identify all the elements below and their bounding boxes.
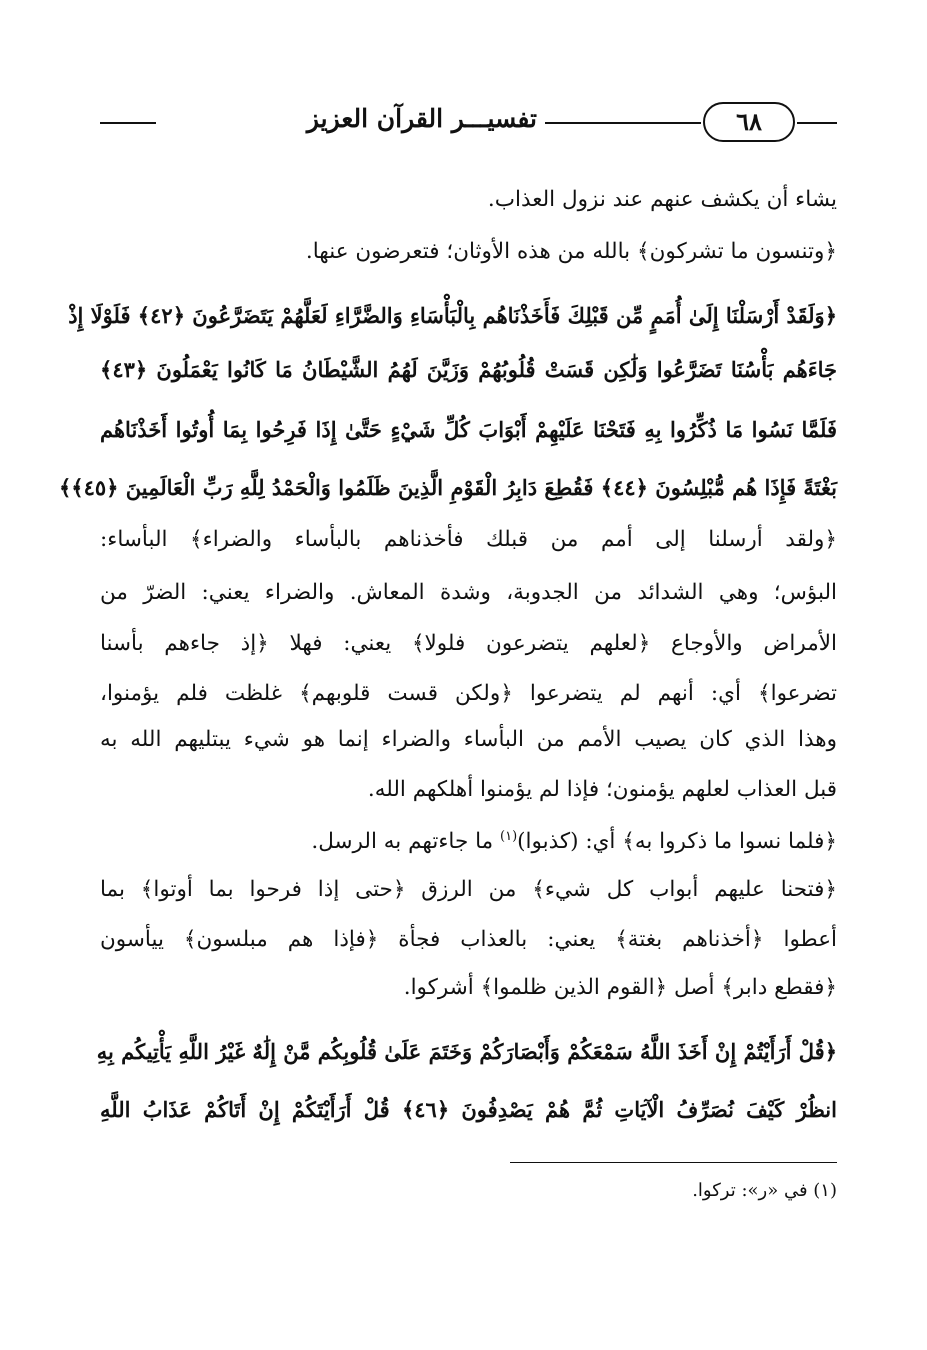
quran-verse-line: فَلَمَّا نَسُوا مَا ذُكِّرُوا بِهِ فَتَحْنَا عَلَيْهِمْ أَبْوَابَ كُلِّ شَيْءٍ حَتَّىٰ إِذَا فَرِحُوا بِمَا أُوتُوا أَخَذْنَاهُم bbox=[100, 417, 837, 442]
footnote-separator bbox=[510, 1162, 837, 1163]
header-rule-right bbox=[797, 122, 837, 124]
text-line: الأمراض والأوجاع ﴿لعلهم يتضرعون فلولا﴾ يعني: فهلا ﴿إذ جاءهم بأسنا bbox=[100, 631, 837, 656]
quran-verse-line: بَغْتَةً فَإِذَا هُم مُّبْلِسُونَ ﴿٤٤﴾ فَقُطِعَ دَابِرُ الْقَوْمِ الَّذِينَ ظَلَمُوا وَالْحَمْدُ لِلَّهِ رَبِّ الْعَالَمِينَ ﴿٤٥﴾﴾ bbox=[58, 475, 837, 500]
text-line: ﴿وتنسون ما تشركون﴾ بالله من هذه الأوثان؛ فتعرضون عنها. bbox=[305, 239, 837, 264]
text-line: تضرعوا﴾ أي: أنهم لم يتضرعوا ﴿ولكن قست قلوبهم﴾ غلظت فلم يؤمنوا، bbox=[100, 681, 837, 706]
text-line: ﴿ولقد أرسلنا إلى أمم من قبلك فأخذناهم بالبأساء والضراء﴾ البأساء: bbox=[100, 527, 837, 552]
quran-verse-line: ﴿قُلْ أَرَأَيْتُمْ إِنْ أَخَذَ اللَّهُ سَمْعَكُمْ وَأَبْصَارَكُمْ وَخَتَمَ عَلَىٰ قُلُوبِكُم مَّنْ إِلَٰهٌ غَيْرُ اللَّهِ يَأْتِيكُم بِهِ bbox=[96, 1039, 837, 1064]
page-number: ٦٨ bbox=[736, 107, 762, 136]
text-line: قبل العذاب لعلهم يؤمنون؛ فإذا لم يؤمنوا أهلكهم الله. bbox=[367, 777, 837, 802]
text-segment: ﴿فلما نسوا ما ذكروا به﴾ أي: (كذبوا) bbox=[517, 829, 837, 855]
text-line: وهذا الذي كان يصيب الأمم من البأساء والضراء إنما هو شيء يبتليهم الله به bbox=[100, 727, 837, 752]
page-header bbox=[100, 96, 837, 146]
quran-verse-line: جَاءَهُم بَأْسُنَا تَضَرَّعُوا وَلَٰكِن قَسَتْ قُلُوبُهُمْ وَزَيَّنَ لَهُمُ الشَّيْطَانُ مَا كَانُوا يَعْمَلُونَ ﴿٤٣﴾ bbox=[100, 357, 837, 382]
quran-verse-line: انظُرْ كَيْفَ نُصَرِّفُ الْآيَاتِ ثُمَّ هُمْ يَصْدِفُونَ ﴿٤٦﴾ قُلْ أَرَأَيْتَكُمْ إِنْ أَتَاكُمْ عَذَابُ اللَّهِ bbox=[100, 1097, 837, 1122]
text-line: يشاء أن يكشف عنهم عند نزول العذاب. bbox=[487, 187, 837, 212]
page-number-oval bbox=[703, 102, 795, 142]
text-line: البؤس؛ وهي الشدائد من الجدوبة، وشدة المعاش. والضراء يعني: الضرّ من bbox=[100, 580, 837, 605]
running-title: تفسيـــر القرآن العزيز bbox=[306, 104, 537, 133]
footnote-marker: (١) bbox=[500, 829, 518, 844]
quran-verse-line: ﴿وَلَقَدْ أَرْسَلْنَا إِلَىٰ أُمَمٍ مِّن قَبْلِكَ فَأَخَذْنَاهُم بِالْبَأْسَاءِ وَالضَّرَّاءِ لَعَلَّهُمْ يَتَضَرَّعُونَ ﴿٤٢﴾ فَلَوْلَا إِذْ bbox=[68, 303, 837, 328]
footnote: (١) في «ر»: تركوا. bbox=[692, 1180, 837, 1201]
text-line: ﴿فقطع دابر﴾ أصل ﴿القوم الذين ظلموا﴾ أشركوا. bbox=[403, 975, 837, 1000]
text-segment: ما جاءتهم به الرسل. bbox=[311, 829, 501, 855]
text-line-with-footnote bbox=[100, 815, 837, 859]
header-rule-middle bbox=[545, 122, 701, 124]
text-line: أعطوا ﴿أخذناهم بغتة﴾ يعني: بالعذاب فجأة ﴿فإذا هم مبلسون﴾ ييأسون bbox=[100, 927, 837, 952]
header-rule-left bbox=[100, 122, 156, 124]
text-line: ﴿فتحنا عليهم أبواب كل شيء﴾ من الرزق ﴿حتى إذا فرحوا بما أوتوا﴾ بما bbox=[100, 877, 837, 902]
